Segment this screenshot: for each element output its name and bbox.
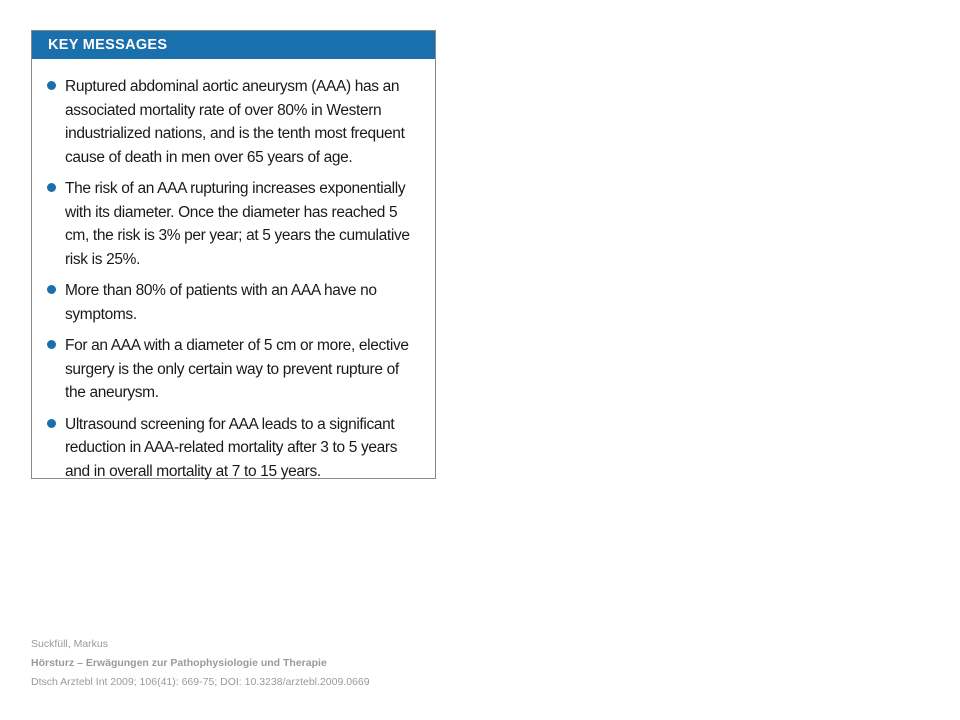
list-item bbox=[47, 279, 423, 326]
message-text: For an AAA with a diameter of 5 cm or more, elective surgery is the only certain way to prevent rupture of the aneurysm. bbox=[65, 337, 409, 401]
list-item bbox=[47, 334, 423, 405]
message-text: More than 80% of patients with an AAA have no symptoms. bbox=[65, 282, 377, 323]
bullet-icon bbox=[47, 419, 56, 428]
list-item bbox=[47, 75, 423, 169]
bullet-icon bbox=[47, 81, 56, 90]
citation-footer bbox=[31, 635, 370, 692]
message-text: Ultrasound screening for AAA leads to a significant reduction in AAA-related mortality after 3 to 5 years and in overall mortality at 7 to 15 years. bbox=[65, 415, 398, 480]
bullet-icon bbox=[47, 285, 56, 294]
list-item bbox=[47, 413, 423, 484]
message-text: The risk of an AAA rupturing increases exponentially with its diameter. Once the diameter has reached 5 cm, the risk is 3% per year; at 5 years the cumulative risk is 25%. bbox=[65, 180, 410, 268]
message-text: Ruptured abdominal aortic aneurysm (AAA) has an associated mortality rate of over 80% in Western industrialized nations, and is the tenth most frequent cause of death in men over 65 years of age. bbox=[65, 78, 405, 166]
footer-citation: Dtsch Arztebl Int 2009; 106(41): 669-75; DOI: 10.3238/arztebl.2009.0669 bbox=[31, 676, 370, 688]
bullet-icon bbox=[47, 183, 56, 192]
bullet-icon bbox=[47, 340, 56, 349]
list-item bbox=[47, 177, 423, 271]
footer-author: Suckfüll, Markus bbox=[31, 638, 109, 650]
key-messages-header: KEY MESSAGES bbox=[32, 31, 435, 59]
key-messages-list bbox=[32, 59, 435, 483]
footer-article-title: Hörsturz – Erwägungen zur Pathophysiologie und Therapie bbox=[31, 657, 327, 669]
key-messages-box bbox=[31, 30, 436, 479]
